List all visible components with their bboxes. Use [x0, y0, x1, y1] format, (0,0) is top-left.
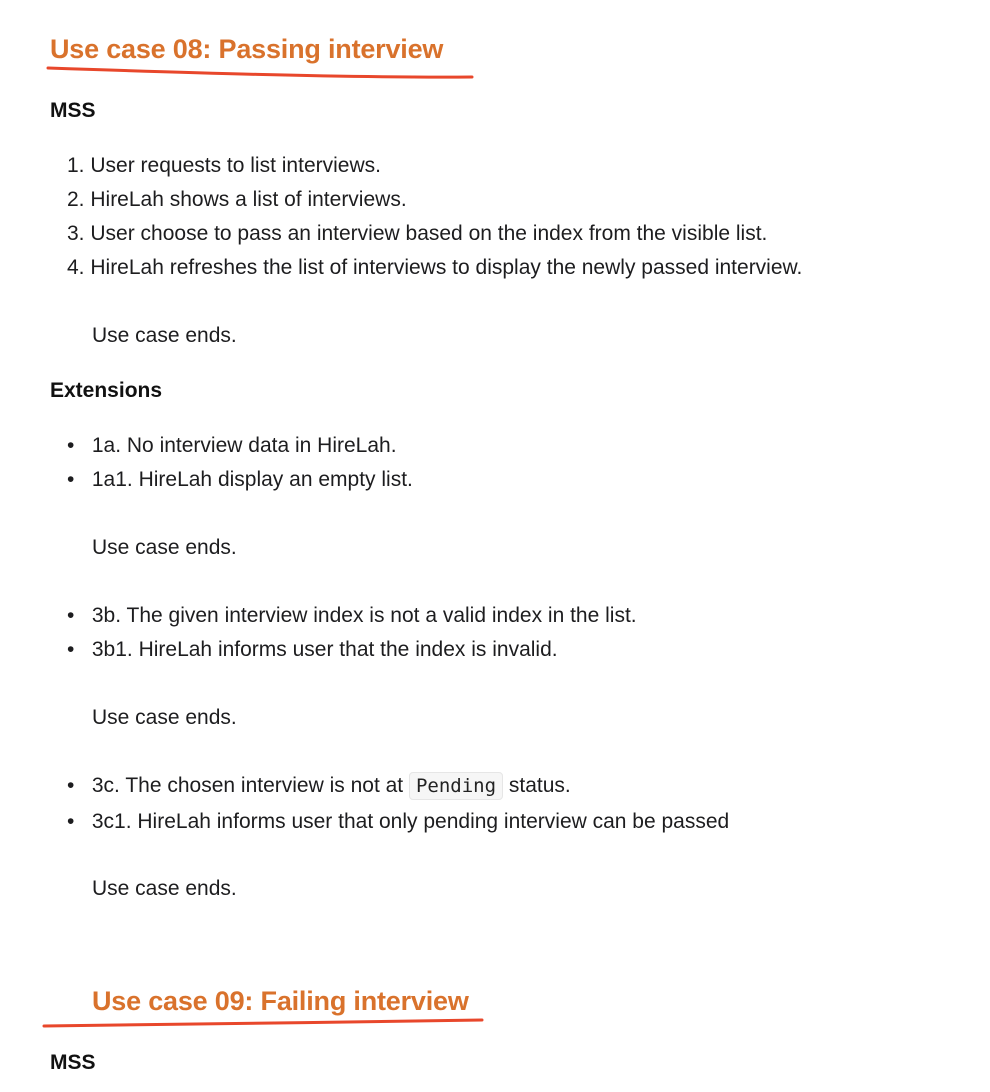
extension-text: 3b. The given interview index is not a valid index in the list. — [91, 604, 637, 627]
list-item — [67, 222, 767, 246]
list-item: • 1a1. HireLah display an empty list. — [67, 468, 413, 491]
step-number: 1. — [67, 154, 85, 177]
list-item: • 3c1. HireLah informs user that only pending interview can be passed — [67, 810, 730, 833]
list-item — [67, 256, 802, 280]
step-text: User choose to pass an interview based on the index from the visible list. — [90, 222, 768, 245]
list-item: • 1a. No interview data in HireLah. — [67, 434, 397, 457]
use-case-ends: Use case ends. — [92, 324, 237, 347]
step-text: User requests to list interviews. — [90, 154, 381, 177]
annotation-underline — [46, 62, 486, 82]
step-number: 4. — [67, 256, 85, 279]
extension-text: 3c1. HireLah informs user that only pending interview can be passed — [91, 810, 730, 833]
list-item — [67, 154, 381, 178]
step-text: HireLah refreshes the list of interviews to display the newly passed interview. — [90, 256, 803, 279]
extension-text: 3b1. HireLah informs user that the index is invalid. — [91, 638, 558, 661]
section-title: Use case 09: Failing interview — [92, 986, 469, 1016]
list-item: • 3c. The chosen interview is not at Pending status. — [67, 774, 571, 798]
page-title: Use case 08: Passing interview — [50, 34, 444, 64]
extension-text: 1a. No interview data in HireLah. — [91, 434, 397, 457]
step-number: 2. — [67, 188, 85, 211]
list-item: • 3b. The given interview index is not a valid index in the list. — [67, 604, 637, 627]
extension-text: 3c. The chosen interview is not at — [91, 774, 404, 797]
mss-heading: MSS — [50, 99, 96, 122]
use-case-ends: Use case ends. — [92, 536, 237, 559]
list-item — [67, 188, 407, 212]
extension-text: status. — [508, 774, 571, 797]
extensions-heading: Extensions — [50, 379, 163, 402]
step-number: 3. — [67, 222, 85, 245]
step-text: HireLah shows a list of interviews. — [90, 188, 407, 211]
inline-code: Pending — [409, 772, 503, 800]
annotation-underline — [42, 1016, 502, 1036]
list-item: • 3b1. HireLah informs user that the index is invalid. — [67, 638, 558, 661]
extension-text: 1a1. HireLah display an empty list. — [91, 468, 413, 491]
use-case-ends: Use case ends. — [92, 706, 237, 729]
use-case-ends: Use case ends. — [92, 877, 237, 900]
mss-heading: MSS — [50, 1051, 96, 1074]
